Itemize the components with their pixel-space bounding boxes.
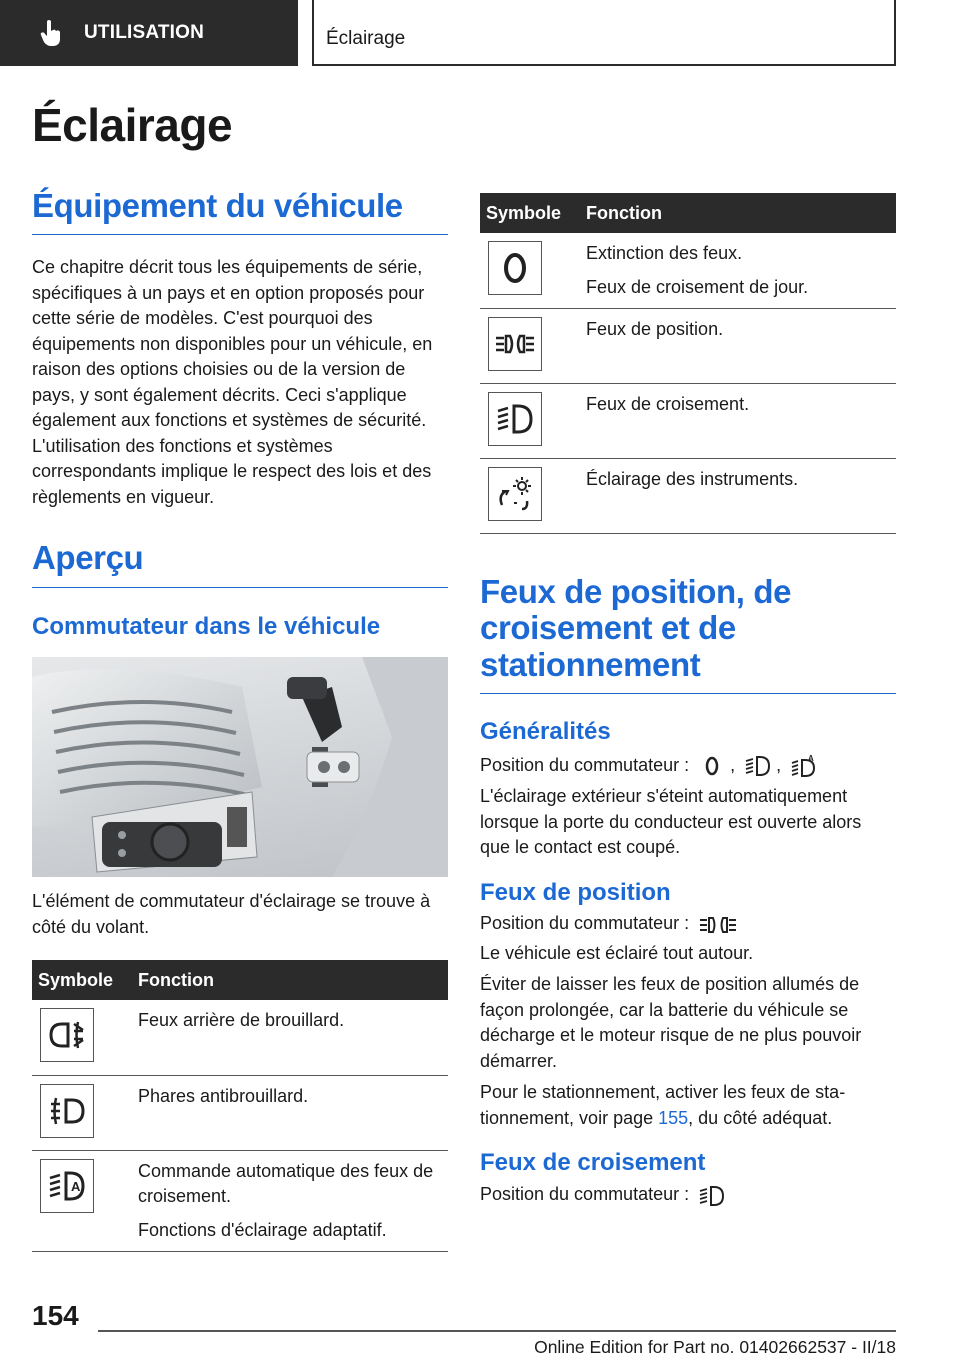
- chapter-label: Éclairage: [326, 28, 406, 49]
- front-fog-light-icon: [40, 1084, 94, 1138]
- table-row: [32, 1150, 448, 1252]
- generalites-position: [480, 753, 896, 779]
- parking-light-icon: [698, 913, 738, 937]
- low-beam-icon: [488, 392, 542, 446]
- separator: ,: [730, 754, 736, 775]
- col-function: Fonction: [138, 960, 448, 1000]
- feux-position-text2: Éviter de laisser les feux de position allumés de façon prolongée, car la batterie du véhicule se décharge et le moteur risque de ne plus pouvoir démarrer.: [480, 974, 862, 1071]
- parking-light-icon: [488, 317, 542, 371]
- auto-low-beam-icon: [790, 754, 818, 778]
- position-label: Position du commutateur :: [480, 913, 690, 934]
- right-column: [480, 193, 896, 1208]
- apercu-heading: Aperçu: [32, 540, 448, 587]
- section-tab[interactable]: [0, 0, 298, 66]
- page-title: Éclairage: [32, 99, 233, 151]
- low-beam-icon: [698, 1184, 726, 1208]
- table-row: [32, 1000, 448, 1075]
- commutateur-heading: Commutateur dans le véhicule: [32, 612, 381, 640]
- row-text: Feux arrière de brouillard.: [138, 1010, 345, 1031]
- dashboard-illustration: [32, 657, 448, 877]
- equipment-heading: Équipement du véhicule: [32, 188, 448, 235]
- left-column: [32, 188, 448, 1252]
- lights-heading: Feux de position, de croisement et de stationnement: [480, 574, 896, 694]
- text-part: Pour le stationnement, activer les feux de stationnement, voir page: [480, 1082, 846, 1128]
- lights-off-icon: [488, 241, 542, 295]
- col-function: Fonction: [586, 193, 896, 233]
- table-row: [480, 309, 896, 384]
- generalites-heading: Généralités: [480, 717, 611, 745]
- chapter-header: [312, 0, 896, 66]
- low-beam-icon: [744, 754, 772, 778]
- feux-croisement-heading: Feux de croisement: [480, 1149, 706, 1177]
- feux-croisement-position: [480, 1182, 896, 1208]
- edition-info: Online Edition for Part no. 01402662537 - II/18: [534, 1337, 896, 1357]
- equipment-text: Ce chapitre décrit tous les équipements de série, spécifiques à un pays et en option proposés pour cette série de modèles. C'est pourquoi des équipements non disponibles pour un véhicule, en raison des options choisies ou de la version de pays, y sont également décrits. Ceci s'applique également aux fonctions et systèmes de sécurité. L'utilisation des fonctions et systèmes correspondants implique le respect des lois et des règlements en vigueur.: [32, 257, 433, 507]
- svg-text:A: A: [808, 753, 814, 763]
- row-text: Extinction des feux.: [586, 243, 743, 263]
- rear-fog-light-icon: [40, 1008, 94, 1062]
- symbol-table-left: [32, 960, 448, 1252]
- feux-position-text1: Le véhicule est éclairé tout autour.: [480, 942, 754, 963]
- row-text: Feux de croisement.: [586, 394, 750, 414]
- separator: ,: [776, 754, 782, 775]
- feux-position-text3: [480, 1080, 896, 1131]
- feux-position-position: [480, 911, 896, 937]
- symbol-table-right: [480, 193, 896, 534]
- table-row: [480, 459, 896, 534]
- svg-text:A: A: [71, 1178, 81, 1194]
- hand-pointer-icon: [40, 19, 62, 47]
- generalites-text: L'éclairage extérieur s'éteint automatiquement lorsque la porte du conducteur est ouverte alors que le contact est coupé.: [480, 786, 862, 858]
- row-text: Éclairage des instruments.: [586, 469, 799, 489]
- footer-divider: [98, 1330, 896, 1332]
- text-part: , du côté adéquat.: [688, 1107, 833, 1128]
- page-link[interactable]: 155: [658, 1107, 689, 1128]
- section-label: UTILISATION: [84, 22, 205, 43]
- row-text: Commande automatique des feux de croisement.: [138, 1160, 434, 1207]
- photo-caption: L'élément de commutateur d'éclairage se trouve à côté du volant.: [32, 891, 431, 937]
- row-text: Fonctions d'éclairage adaptatif.: [138, 1219, 387, 1240]
- col-symbol: Symbole: [480, 193, 586, 233]
- lights-off-icon: [698, 754, 726, 778]
- row-text: Feux de position.: [586, 319, 724, 339]
- instrument-lighting-icon: [488, 467, 542, 521]
- row-text: Feux de croisement de jour.: [586, 276, 809, 297]
- page-number: 154: [32, 1300, 79, 1331]
- table-row: [480, 233, 896, 309]
- auto-low-beam-icon: [40, 1159, 94, 1213]
- row-text: Phares antibrouillard.: [138, 1085, 309, 1106]
- table-row: [480, 384, 896, 459]
- feux-position-heading: Feux de position: [480, 878, 671, 906]
- position-label: Position du commutateur :: [480, 754, 690, 775]
- table-row: [32, 1075, 448, 1150]
- light-switch-photo: [32, 657, 448, 877]
- col-symbol: Symbole: [32, 960, 138, 1000]
- position-label: Position du commutateur :: [480, 1184, 690, 1205]
